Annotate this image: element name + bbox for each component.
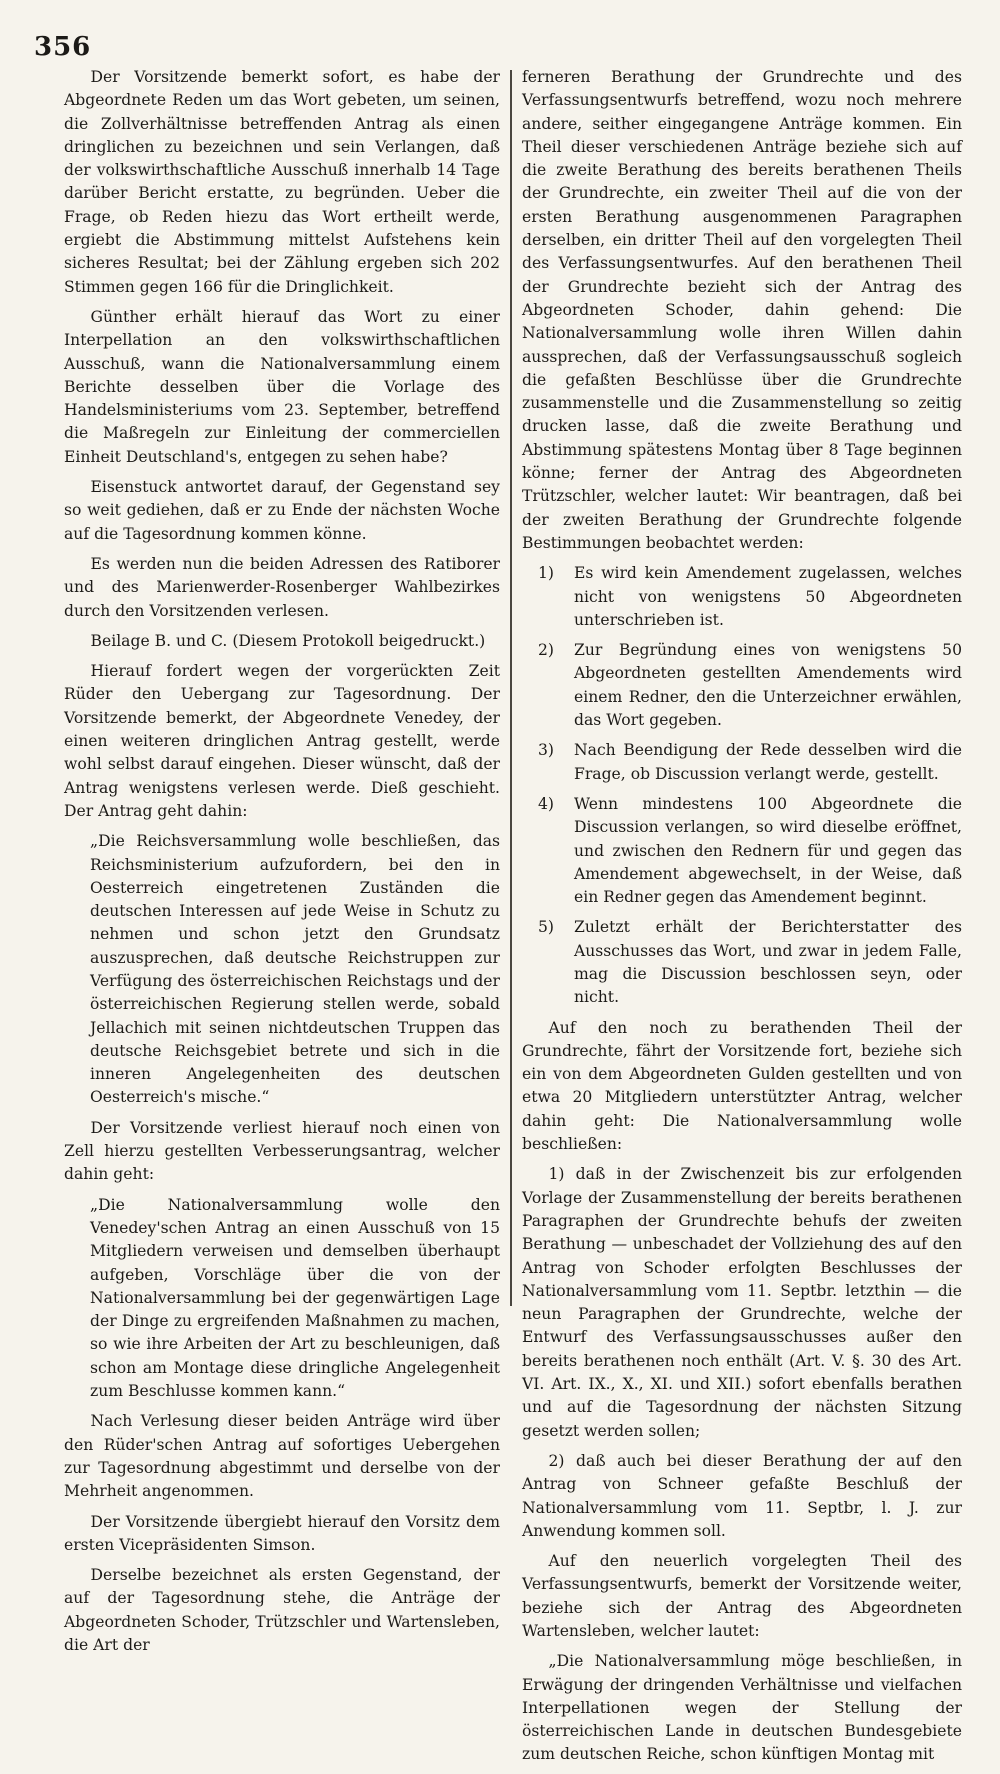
paragraph-guenther: Günther erhält hierauf das Wort zu einer Interpellation an den volkswirthschaftlichen Ausschuß, wann die Nationalversammlung einem Berichte desselben über die Vorlage des Handelsministeriums vom 23. September, betreffend die Maßregeln zur Einleitung der commerciellen Einheit Deutschland's, entgegen zu sehen habe? [64, 307, 500, 466]
paragraph-vorsitz-simson: Der Vorsitzende übergiebt hierauf den Vorsitz dem ersten Vicepräsidenten Simson. [64, 1512, 500, 1554]
list-item [522, 562, 962, 632]
quote-venedey-antrag: „Die Reichsversammlung wolle beschließen, das Reichsministerium aufzufordern, bei den in Oesterreich eingetretenen Zuständen die deutschen Interessen auf jede Weise in Schutz zu nehmen und schon jetzt den Grundsatz auszusprechen, daß deutsche Reichstruppen zur Verfügung des österreichischen Reichstags und der österreichischen Regierung stellen werde, sobald Jellachich mit seinen nichtdeutschen Truppen das deutsche Reichsgebiet betrete und sich in die inneren Angelegenheiten des deutschen Oesterreich's mische.“ [90, 832, 500, 1107]
paragraph-eisenstuck: Eisenstuck antwortet darauf, der Gegenstand sey so weit gediehen, daß er zu Ende der nächsten Woche auf die Tagesordnung kommen könne. [64, 478, 500, 543]
paragraph-abstimmung: Nach Verlesung dieser beiden Anträge wird über den Rüder'schen Antrag auf sofortiges Uebergehen zur Tagesordnung abgestimmt und derselbe von der Mehrheit angenommen. [64, 1412, 500, 1501]
list-item [522, 639, 962, 732]
right-column [522, 66, 962, 1774]
column-divider [510, 70, 512, 1306]
paragraph-reden: Der Vorsitzende bemerkt sofort, es habe der Abgeordnete Reden um das Wort gebeten, um seinen, die Zollverhältnisse betreffenden Antrag als einen dringlichen zu bezeichnen und sein Verlangen, daß der volkswirthschaftliche Ausschuß innerhalb 14 Tage darüber Bericht erstatte, zu begründen. Ueber die Frage, ob Reden hiezu das Wort ertheilt werde, ergiebt die Abstimmung mittelst Aufstehens kein sicheres Resultat; bei der Zählung ergeben sich 202 Stimmen gegen 166 für die Dringlichkeit. [64, 68, 500, 296]
paragraph-zell: Der Vorsitzende verliest hierauf noch einen von Zell hierzu gestellten Verbesserungsantrag, welcher dahin geht: [64, 1118, 500, 1184]
list-item-number: 4) [538, 794, 555, 813]
paragraph-gulden: Auf den noch zu berathenden Theil der Grundrechte, fährt der Vorsitzende fort, beziehe sich ein von dem Abgeordneten Gulden gestellten und von etwa 20 Mitgliedern unterstützter Antrag, welcher dahin geht: Die Nationalversammlung wolle beschließen: [522, 1018, 962, 1154]
list-item-text: Zur Begründung eines von wenigstens 50 Abgeordneten gestellten Amendements wird einem Redner, den die Unterzeichner erwählen, das Wort gegeben. [574, 641, 962, 730]
paragraph-continuation: ferneren Berathung der Grundrechte und des Verfassungsentwurfs betreffend, wozu noch mehrere andere, seither eingegangene Anträge kommen. Ein Theil dieser verschiedenen Anträge beziehe sich auf die zweite Berathung des bereits berathenen Theils der Grundrechte, ein zweiter Theil auf die von der ersten Berathung ausgenommenen Paragraphen derselben, ein dritter Theil auf den vorgelegten Theil des Verfassungsentwurfes. Auf den berathenen Theil der Grundrechte bezieht sich der Antrag des Abgeordneten Schoder, dahin gehend: Die Nationalversammlung wolle ihren Willen dahin aussprechen, daß der Verfassungsausschuß sogleich die gefaßten Beschlüsse über die Grundrechte zusammenstelle und die Zusammenstellung so zeitig drucken lasse, daß die zweite Berathung und Abstimmung spätestens Montag über 8 Tage beginnen könne; ferner der Antrag des Abgeordneten Trützschler, welcher lautet: Wir beantragen, daß bei der zweiten Berathung der Grundrechte folgende Bestimmungen beobachtet werden: [522, 68, 962, 552]
sub-item: 1) daß in der Zwischenzeit bis zur erfolgenden Vorlage der Zusammenstellung der bereits berathenen Paragraphen der Grundrechte behufs der zweiten Berathung — unbeschadet der Vollziehung des auf den Antrag von Schoder erfolgten Beschlusses der Nationalversammlung vom 11. Septbr. letzthin — die neun Paragraphen der Grundrechte, welche der Entwurf des Verfassungsausschusses außer den bereits berathenen noch enthält (Art. V. §. 30 des Art. VI. Art. IX., X., XI. und XII.) sofort ebenfalls berathen und auf die Tagesordnung der nächsten Sitzung gesetzt werden sollen; [522, 1165, 962, 1440]
list-item-text: Es wird kein Amendement zugelassen, welches nicht von wenigstens 50 Abgeordneten unterschrieben ist. [574, 564, 962, 629]
left-column [64, 66, 500, 1664]
sub-item: 2) daß auch bei dieser Berathung der auf den Antrag von Schneer gefaßte Beschluß der Nationalversammlung vom 11. Septbr, l. J. zur Anwendung kommen soll. [522, 1451, 962, 1540]
list-item [522, 739, 962, 786]
paragraph-wartensleben: Auf den neuerlich vorgelegten Theil des Verfassungsentwurfs, bemerkt der Vorsitzende weiter, beziehe sich der Antrag des Abgeordneten Wartensleben, welcher lautet: [522, 1552, 962, 1640]
list-item-number: 5) [538, 918, 555, 937]
quote-wartensleben-antrag: „Die Nationalversammlung möge beschließen, in Erwägung der dringenden Verhältnisse und vielfachen Interpellationen wegen der Stellung der österreichischen Lande in deutschen Bundesgebiete zum deutschen Reiche, schon künftigen Montag mit [522, 1652, 962, 1764]
page-number: 356 [34, 32, 92, 62]
list-item-number: 1) [538, 564, 555, 583]
paragraph-beilage: Beilage B. und C. (Diesem Protokoll beigedruckt.) [90, 631, 486, 650]
paragraph-rueder: Hierauf fordert wegen der vorgerückten Zeit Rüder den Uebergang zur Tagesordnung. Der Vorsitzende bemerkt, der Abgeordnete Venedey, der einen weiteren dringlichen Antrag gestellt, werde wohl selbst darauf eingehen. Dieser wünscht, daß der Antrag wenigstens verlesen werde. Dieß geschieht. Der Antrag geht dahin: [64, 662, 500, 820]
list-item-text: Zuletzt erhält der Berichterstatter des Ausschusses das Wort, und zwar in jedem Falle, mag die Discussion beschlossen seyn, oder nicht. [574, 918, 962, 1007]
paragraph-tagesordnung: Derselbe bezeichnet als ersten Gegenstand, der auf der Tagesordnung stehe, die Anträge der Abgeordneten Schoder, Trützschler und Wartensleben, die Art der [64, 1566, 500, 1654]
list-item [522, 793, 962, 909]
list-item [522, 916, 962, 1009]
paragraph-adressen: Es werden nun die beiden Adressen des Ratiborer und des Marienwerder-Rosenberger Wahlbezirkes durch den Vorsitzenden verlesen. [64, 554, 500, 620]
list-item-text: Wenn mindestens 100 Abgeordnete die Discussion verlangen, so wird dieselbe eröffnet, und zwischen den Rednern für und gegen das Amendement abgewechselt, in der Weise, daß ein Redner gegen das Amendement beginnt. [574, 794, 962, 907]
list-item-number: 2) [538, 641, 555, 660]
list-item-number: 3) [538, 741, 555, 760]
quote-zell-antrag: „Die Nationalversammlung wolle den Venedey'schen Antrag an einen Ausschuß von 15 Mitgliedern verweisen und demselben überhaupt aufgeben, Vorschläge über die von der Nationalversammlung bei der gegenwärtigen Lage der Dinge zu ergreifenden Maßnahmen zu machen, so wie ihre Arbeiten der Art zu beschleunigen, daß schon am Montage diese dringliche Angelegenheit zum Beschlusse kommen kann.“ [90, 1195, 500, 1401]
list-item-text: Nach Beendigung der Rede desselben wird die Frage, ob Discussion verlangt werde, gestellt. [574, 741, 962, 783]
